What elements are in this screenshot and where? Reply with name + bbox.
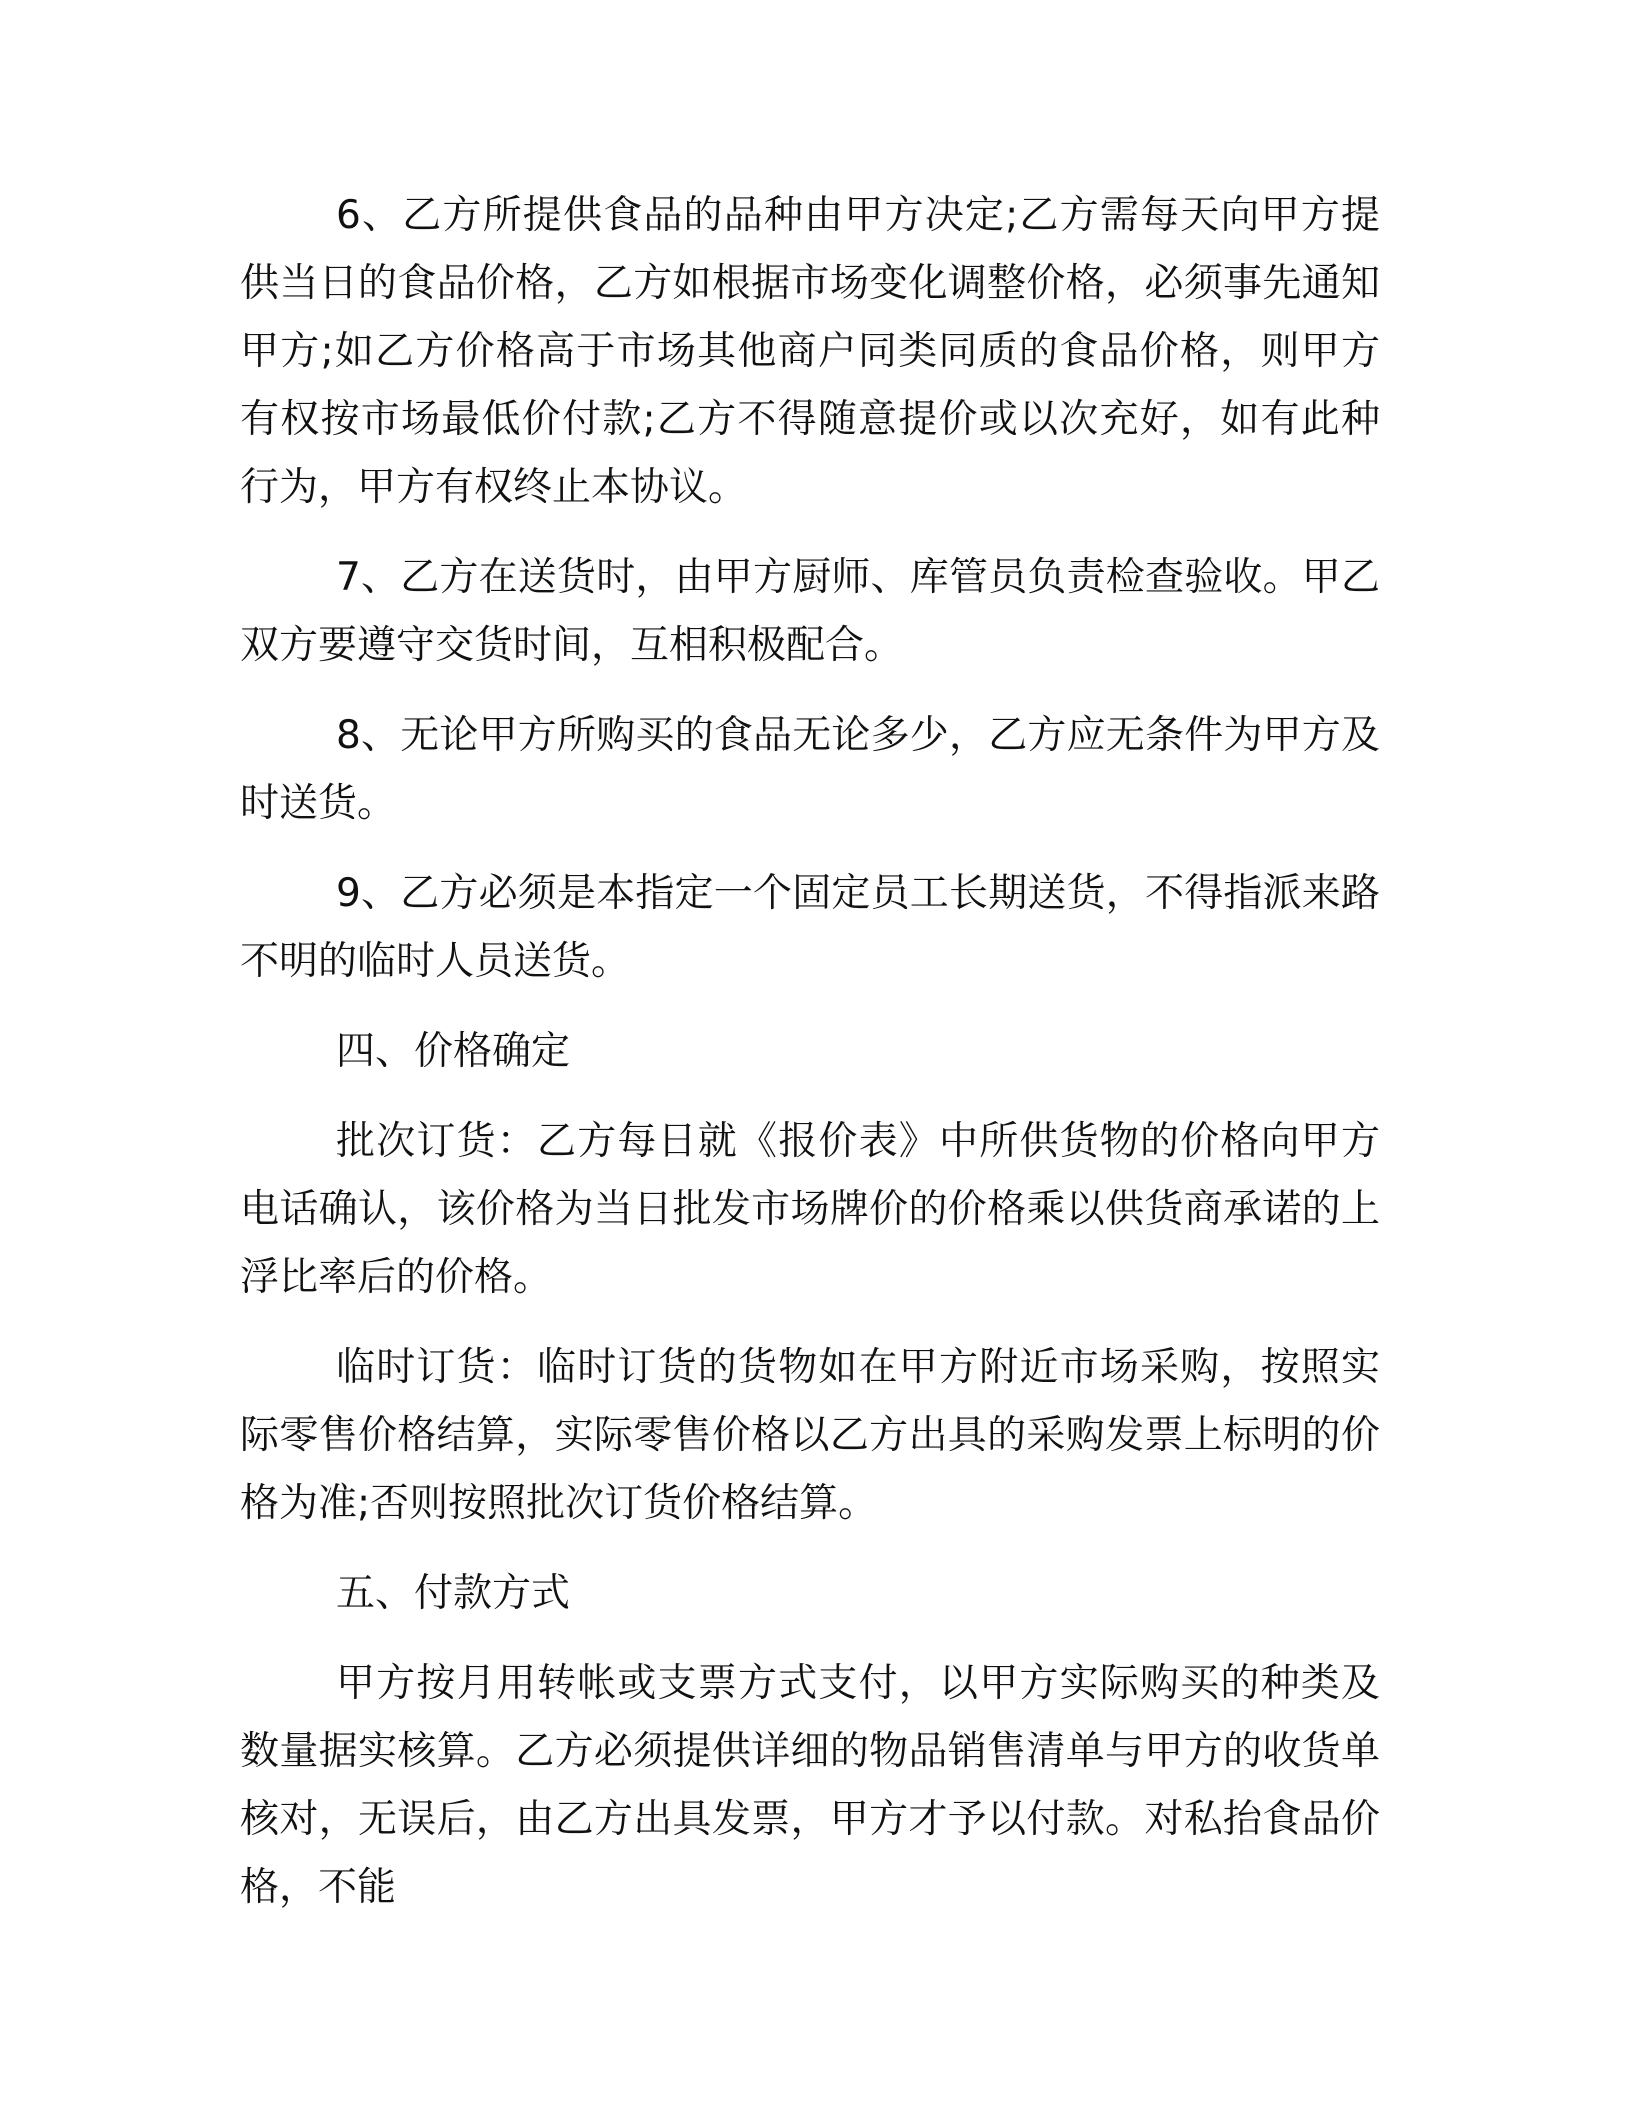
section-heading-payment: 五、付款方式 (336, 1571, 571, 1616)
clause-9-paragraph: 9、乙方必须是本指定一个固定员工长期送货，不得指派来路不明的临时人员送货。 (240, 871, 1380, 984)
document-body (240, 182, 1380, 1944)
temporary-order-paragraph: 临时订货：临时订货的货物如在甲方附近市场采购，按照实际零售价格结算，实际零售价格以乙方出具的采购发票上标明的价格为准;否则按照批次订货价格结算。 (240, 1345, 1380, 1526)
batch-order-paragraph: 批次订货：乙方每日就《报价表》中所供货物的价格向甲方电话确认，该价格为当日批发市场牌价的价格乘以供货商承诺的上浮比率后的价格。 (240, 1119, 1380, 1300)
clause-6-paragraph: 6、乙方所提供食品的品种由甲方决定;乙方需每天向甲方提供当日的食品价格，乙方如根据市场变化调整价格，必须事先通知甲方;如乙方价格高于市场其他商户同类同质的食品价格，则甲方有权按市场最低价付款;乙方不得随意提价或以次充好，如有此种行为，甲方有权终止本协议。 (240, 193, 1380, 510)
clause-7-paragraph: 7、乙方在送货时，由甲方厨师、库管员负责检查验收。甲乙双方要遵守交货时间，互相积极配合。 (240, 555, 1380, 668)
payment-paragraph: 甲方按月用转帐或支票方式支付，以甲方实际购买的种类及数量据实核算。乙方必须提供详细的物品销售清单与甲方的收货单核对，无误后，由乙方出具发票，甲方才予以付款。对私抬食品价格，不能 (240, 1661, 1380, 1910)
clause-8-paragraph: 8、无论甲方所购买的食品无论多少，乙方应无条件为甲方及时送货。 (240, 713, 1380, 826)
section-heading-pricing: 四、价格确定 (336, 1029, 571, 1074)
